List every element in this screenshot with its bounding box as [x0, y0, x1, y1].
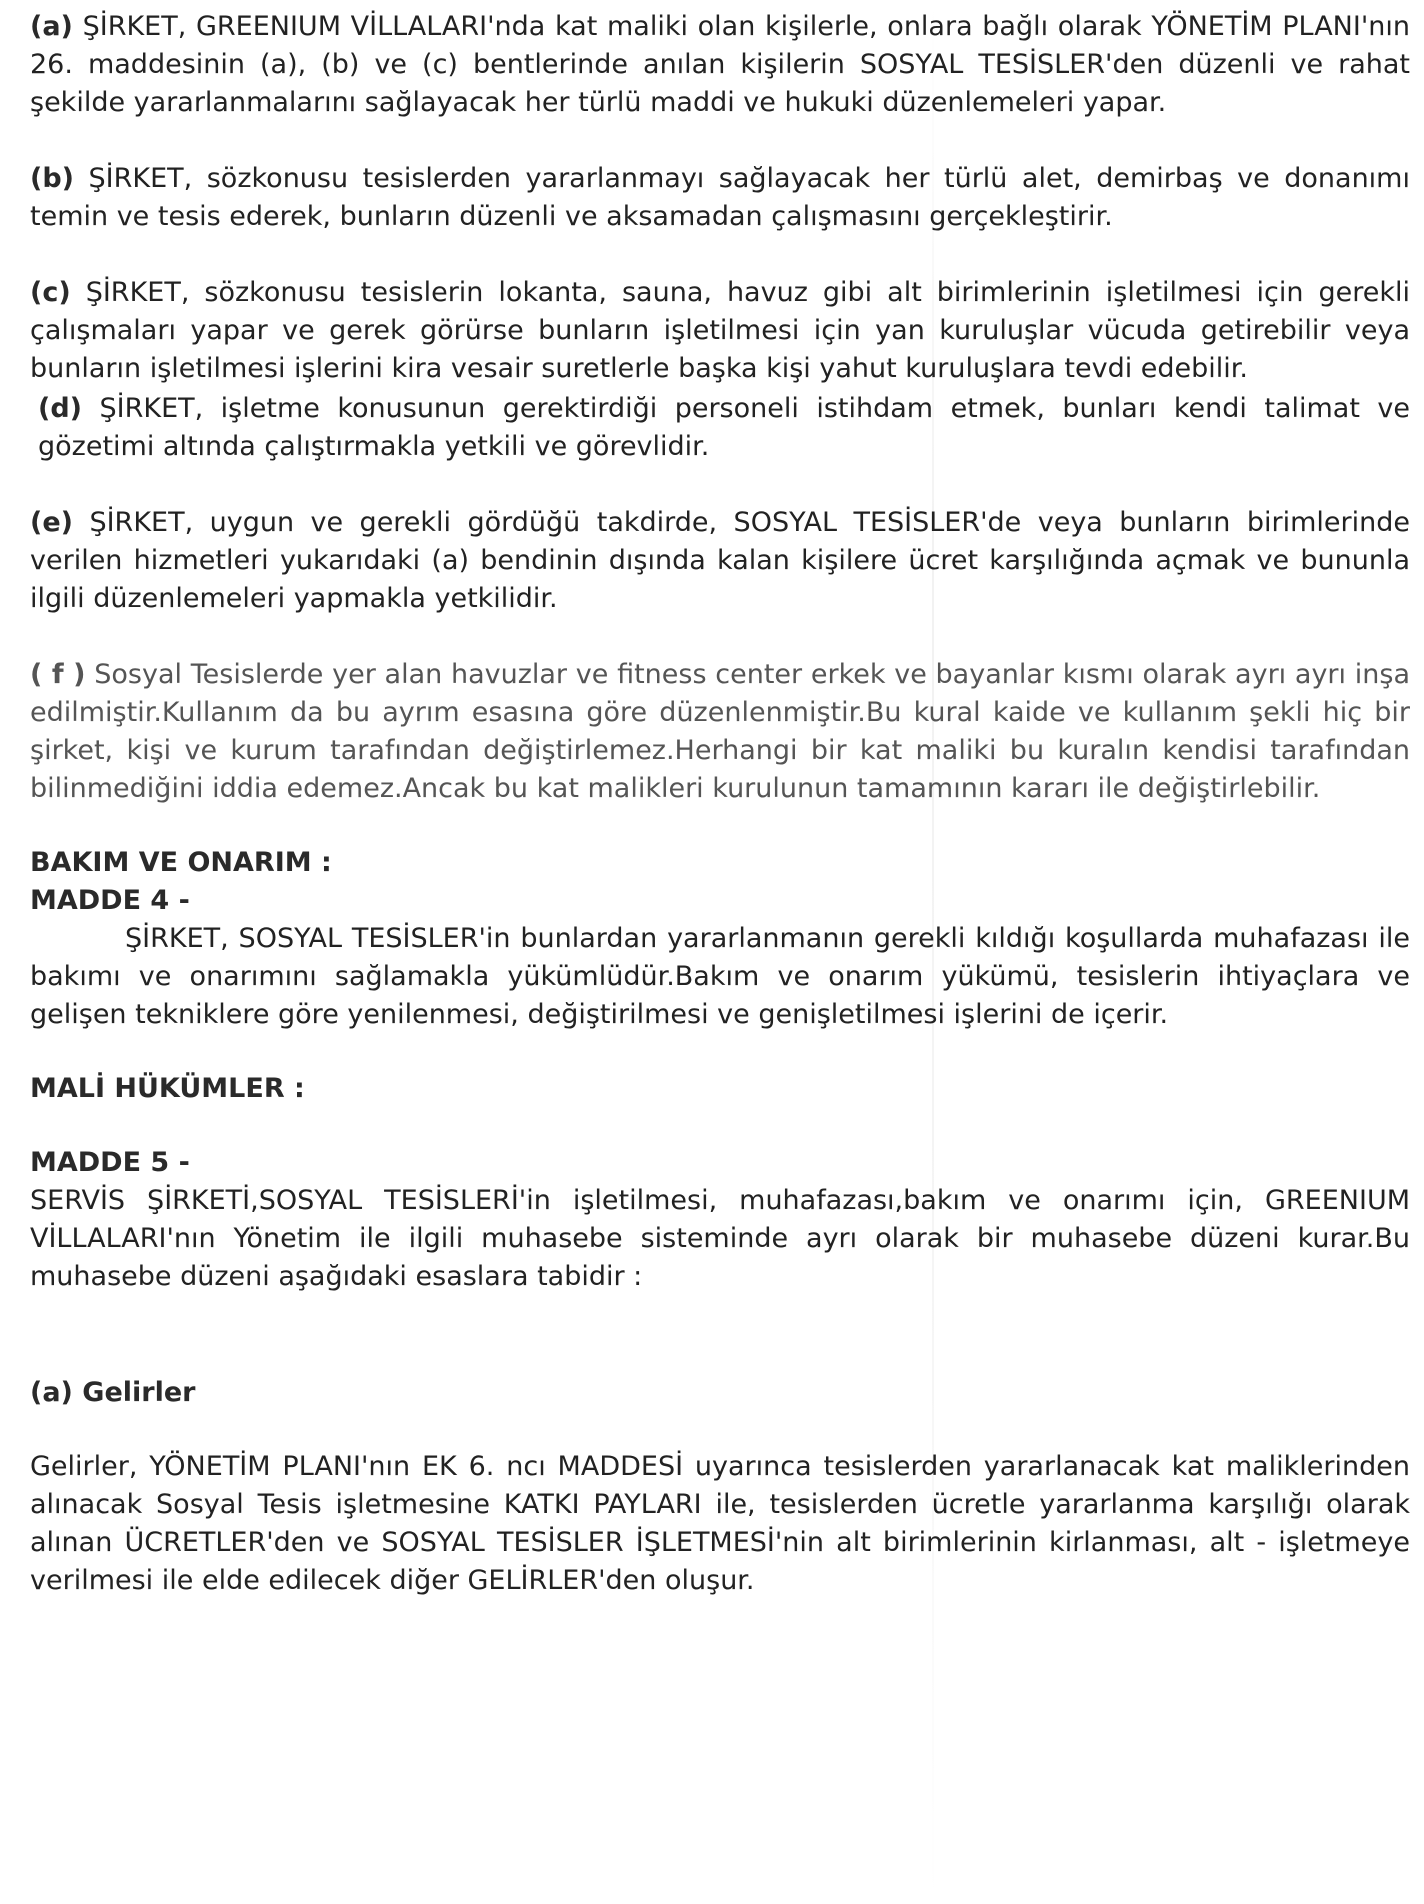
- paragraph-a: [30, 8, 1410, 122]
- paragraph-b-label: (b): [30, 163, 75, 194]
- paragraph-a-text: ŞİRKET, GREENIUM VİLLALARI'nda kat maliki olan kişilerle, onlara bağlı olarak YÖNETİM PLANI'nın 26. maddesinin (a), (b) ve (c) bentlerinde anılan kişilerin SOSYAL TESİSLER'den düzenli ve rahat şekilde yararlanmalarını sağlayacak her türlü maddi ve hukuki düzenlemeleri yapar.: [30, 11, 1410, 118]
- madde-5-text: SERVİS ŞİRKETİ,SOSYAL TESİSLERİ'in işletilmesi, muhafazası,bakım ve onarımı için, GREENIUM VİLLALARI'nın Yönetim ile ilgili muhasebe sisteminde ayrı olarak bir muhasebe düzeni kurar.Bu muhasebe düzeni aşağıdaki esaslara tabidir :: [30, 1185, 1410, 1292]
- paragraph-d-label: (d): [38, 393, 83, 424]
- bakim-ve-onarim-heading: BAKIM VE ONARIM :: [30, 847, 332, 878]
- paragraph-c-text: ŞİRKET, sözkonusu tesislerin lokanta, sauna, havuz gibi alt birimlerinin işletilmesi için gerekli çalışmaları yapar ve gerek görürse bunların işletilmesi için yan kuruluşlar vücuda getirebilir veya bunların işletilmesi işlerini kira vesair suretlerle başka kişi yahut kuruluşlara tevdi edebilir.: [30, 277, 1410, 384]
- gelirler-text: Gelirler, YÖNETİM PLANI'nın EK 6. ncı MADDESİ uyarınca tesislerden yararlanacak kat maliklerinden alınacak Sosyal Tesis işletmesine KATKI PAYLARI ile, tesislerden ücretle yararlanma karşılığı olarak alınan ÜCRETLER'den ve SOSYAL TESİSLER İŞLETMESİ'nin alt birimlerinin kirlanması, alt - işletmeye verilmesi ile elde edilecek diğer GELİRLER'den oluşur.: [30, 1451, 1410, 1596]
- paragraph-e-label: (e): [30, 507, 73, 538]
- madde-4-text: ŞİRKET, SOSYAL TESİSLER'in bunlardan yararlanmanın gerekli kıldığı koşullarda muhafazası ile bakımı ve onarımını sağlamakla yükümlüdür.Bakım ve onarım yükümü, tesislerin ihtiyaçlara ve gelişen tekniklere göre yenilenmesi, değiştirilmesi ve genişletilmesi işlerini de içerir.: [30, 923, 1410, 1030]
- paragraph-b: [30, 160, 1410, 236]
- paragraph-a-label: (a): [30, 11, 73, 42]
- madde-4-heading: MADDE 4 -: [30, 885, 190, 916]
- paragraph-d-text: ŞİRKET, işletme konusunun gerektirdiği personeli istihdam etmek, bunları kendi talimat ve gözetimi altında çalıştırmakla yetkili ve görevlidir.: [38, 393, 1410, 462]
- madde-5-heading: MADDE 5 -: [30, 1147, 190, 1178]
- paragraph-e: [30, 504, 1410, 618]
- paragraph-c-label: (c): [30, 277, 71, 308]
- paragraph-d: [30, 390, 1410, 466]
- paragraph-f-label: ( f ): [30, 659, 86, 690]
- paragraph-c: [30, 274, 1410, 388]
- paragraph-b-text: ŞİRKET, sözkonusu tesislerden yararlanmayı sağlayacak her türlü alet, demirbaş ve donanımı temin ve tesis ederek, bunların düzenli ve aksamadan çalışmasını gerçekleştirir.: [30, 163, 1410, 232]
- document-page: [30, 8, 1410, 1600]
- mali-hukumler-heading: MALİ HÜKÜMLER :: [30, 1073, 305, 1104]
- paragraph-e-text: ŞİRKET, uygun ve gerekli gördüğü takdirde, SOSYAL TESİSLER'de veya bunların birimlerinde verilen hizmetleri yukarıdaki (a) bendinin dışında kalan kişilere ücret karşılığında açmak ve bununla ilgili düzenlemeleri yapmakla yetkilidir.: [30, 507, 1410, 614]
- paragraph-f: [30, 656, 1410, 808]
- paragraph-f-text: Sosyal Tesislerde yer alan havuzlar ve fitness center erkek ve bayanlar kısmı olarak ayrı ayrı inşa edilmiştir.Kullanım da bu ayrım esasına göre düzenlenmiştir.Bu kural kaide ve kullanım şekli hiç bir şirket, kişi ve kurum tarafından değiştirlemez.Herhangi bir kat maliki bu kuralın kendisi tarafından bilinmediğini iddia edemez.Ancak bu kat malikleri kurulunun tamamının kararı ile değiştirlebilir.: [30, 659, 1410, 804]
- gelirler-heading: (a) Gelirler: [30, 1377, 196, 1408]
